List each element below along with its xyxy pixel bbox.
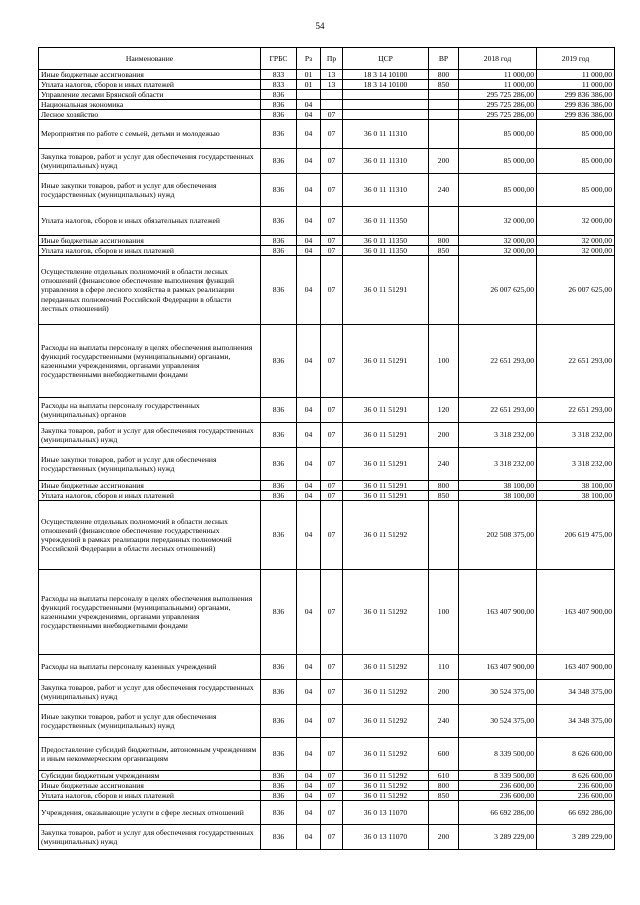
row-value-2019: 3 318 232,00 — [537, 423, 615, 448]
row-rz: 04 — [297, 207, 321, 236]
row-csr: 36 0 11 51291 — [343, 481, 429, 491]
row-pr: 07 — [321, 825, 343, 850]
row-name: Уплата налогов, сборов и иных платежей — [39, 491, 261, 501]
row-csr: 36 0 11 51291 — [343, 423, 429, 448]
row-csr: 36 0 11 51292 — [343, 771, 429, 781]
row-value-2019: 163 407 900,00 — [537, 570, 615, 655]
row-rz: 04 — [297, 236, 321, 246]
row-value-2018: 3 318 232,00 — [459, 423, 537, 448]
row-pr: 07 — [321, 501, 343, 570]
table-row — [39, 705, 615, 738]
row-name: Расходы на выплаты персоналу государственных (муниципальных) органов — [39, 398, 261, 423]
row-name: Субсидии бюджетным учреждениям — [39, 771, 261, 781]
row-name: Управление лесами Брянской области — [39, 90, 261, 100]
row-pr: 07 — [321, 781, 343, 791]
row-rz: 01 — [297, 80, 321, 90]
row-rz: 04 — [297, 655, 321, 680]
row-rz: 04 — [297, 781, 321, 791]
row-rz: 04 — [297, 100, 321, 110]
row-pr: 07 — [321, 448, 343, 481]
row-grbs: 836 — [261, 501, 297, 570]
table-row — [39, 149, 615, 174]
table-row — [39, 771, 615, 781]
row-value-2018: 38 100,00 — [459, 491, 537, 501]
row-value-2018: 202 508 375,00 — [459, 501, 537, 570]
row-grbs: 836 — [261, 491, 297, 501]
table-row — [39, 570, 615, 655]
table-row — [39, 398, 615, 423]
row-pr: 07 — [321, 570, 343, 655]
row-grbs: 836 — [261, 448, 297, 481]
row-vr — [429, 120, 459, 149]
row-value-2019: 85 000,00 — [537, 174, 615, 207]
row-vr: 800 — [429, 781, 459, 791]
row-grbs: 836 — [261, 738, 297, 771]
row-value-2019: 3 318 232,00 — [537, 448, 615, 481]
table-row — [39, 120, 615, 149]
row-rz: 04 — [297, 174, 321, 207]
table-row — [39, 655, 615, 680]
row-value-2018: 32 000,00 — [459, 207, 537, 236]
row-name: Закупка товаров, работ и услуг для обеспечения государственных (муниципальных) нужд — [39, 149, 261, 174]
row-pr: 07 — [321, 705, 343, 738]
row-rz: 04 — [297, 325, 321, 398]
row-csr: 36 0 11 51291 — [343, 325, 429, 398]
row-grbs: 836 — [261, 174, 297, 207]
row-value-2018: 32 000,00 — [459, 246, 537, 256]
row-value-2019: 32 000,00 — [537, 246, 615, 256]
row-name: Расходы на выплаты персоналу в целях обеспечения выполнения функций государственными (муниципальными) органами, казенными учреждениями, органами управления государственными внебюджетными фондами — [39, 570, 261, 655]
row-vr: 800 — [429, 70, 459, 80]
table-row — [39, 70, 615, 80]
row-csr: 36 0 11 11310 — [343, 120, 429, 149]
row-csr: 36 0 11 51292 — [343, 570, 429, 655]
row-value-2018: 38 100,00 — [459, 481, 537, 491]
row-value-2019: 3 289 229,00 — [537, 825, 615, 850]
row-csr: 18 3 14 10100 — [343, 70, 429, 80]
row-grbs: 836 — [261, 90, 297, 100]
row-value-2018: 22 651 293,00 — [459, 398, 537, 423]
row-vr: 240 — [429, 705, 459, 738]
row-value-2019: 32 000,00 — [537, 236, 615, 246]
row-csr: 36 0 13 11070 — [343, 825, 429, 850]
row-rz: 04 — [297, 801, 321, 825]
table-row — [39, 680, 615, 705]
row-grbs: 836 — [261, 781, 297, 791]
row-csr: 36 0 11 11350 — [343, 236, 429, 246]
row-name: Осуществление отдельных полномочий в области лесных отношений (финансовое обеспечение государственных учреждений в рамках реализации переданных полномочий Российской Федерации в области лесных отношений) — [39, 501, 261, 570]
row-value-2018: 163 407 900,00 — [459, 655, 537, 680]
row-vr: 850 — [429, 491, 459, 501]
row-rz — [297, 90, 321, 100]
row-vr: 850 — [429, 80, 459, 90]
row-value-2019: 34 348 375,00 — [537, 680, 615, 705]
row-name: Закупка товаров, работ и услуг для обеспечения государственных (муниципальных) нужд — [39, 423, 261, 448]
row-value-2018: 30 524 375,00 — [459, 680, 537, 705]
row-value-2019: 236 600,00 — [537, 781, 615, 791]
row-name: Расходы на выплаты персоналу казенных учреждений — [39, 655, 261, 680]
row-value-2018: 3 289 229,00 — [459, 825, 537, 850]
row-vr — [429, 501, 459, 570]
table-row — [39, 90, 615, 100]
row-rz: 04 — [297, 120, 321, 149]
row-value-2018: 8 339 500,00 — [459, 771, 537, 781]
row-name: Уплата налогов, сборов и иных платежей — [39, 80, 261, 90]
row-vr — [429, 207, 459, 236]
row-vr: 850 — [429, 246, 459, 256]
row-value-2019: 22 651 293,00 — [537, 398, 615, 423]
row-rz: 04 — [297, 738, 321, 771]
row-value-2019: 299 836 386,00 — [537, 90, 615, 100]
row-rz: 04 — [297, 491, 321, 501]
row-value-2018: 163 407 900,00 — [459, 570, 537, 655]
row-value-2019: 299 836 386,00 — [537, 100, 615, 110]
row-value-2019: 34 348 375,00 — [537, 705, 615, 738]
row-pr: 07 — [321, 481, 343, 491]
row-value-2018: 236 600,00 — [459, 791, 537, 801]
row-pr — [321, 100, 343, 110]
row-csr: 36 0 11 51292 — [343, 705, 429, 738]
row-vr: 100 — [429, 570, 459, 655]
header-row — [39, 48, 615, 70]
row-name: Закупка товаров, работ и услуг для обеспечения государственных (муниципальных) нужд — [39, 825, 261, 850]
row-value-2018: 66 692 286,00 — [459, 801, 537, 825]
table-row — [39, 110, 615, 120]
row-grbs: 836 — [261, 481, 297, 491]
table-row — [39, 174, 615, 207]
row-value-2019: 236 600,00 — [537, 791, 615, 801]
col-header-rz: Рз — [297, 48, 321, 70]
row-vr: 600 — [429, 738, 459, 771]
row-grbs: 833 — [261, 80, 297, 90]
row-value-2018: 295 725 286,00 — [459, 110, 537, 120]
row-grbs: 836 — [261, 570, 297, 655]
row-vr: 120 — [429, 398, 459, 423]
row-value-2019: 26 007 625,00 — [537, 256, 615, 325]
row-vr: 850 — [429, 791, 459, 801]
row-rz: 04 — [297, 501, 321, 570]
row-csr: 36 0 11 51291 — [343, 491, 429, 501]
row-csr: 36 0 13 11070 — [343, 801, 429, 825]
row-vr: 200 — [429, 149, 459, 174]
row-name: Иные закупки товаров, работ и услуг для обеспечения государственных (муниципальных) нужд — [39, 448, 261, 481]
row-value-2019: 22 651 293,00 — [537, 325, 615, 398]
row-pr: 07 — [321, 801, 343, 825]
row-value-2018: 295 725 286,00 — [459, 100, 537, 110]
row-name: Национальная экономика — [39, 100, 261, 110]
row-vr: 100 — [429, 325, 459, 398]
row-vr: 800 — [429, 481, 459, 491]
row-csr: 36 0 11 51292 — [343, 738, 429, 771]
row-name: Уплата налогов, сборов и иных обязательных платежей — [39, 207, 261, 236]
row-value-2018: 85 000,00 — [459, 120, 537, 149]
row-rz: 01 — [297, 70, 321, 80]
table-row — [39, 825, 615, 850]
row-csr: 36 0 11 11310 — [343, 149, 429, 174]
row-grbs: 833 — [261, 70, 297, 80]
row-rz: 04 — [297, 448, 321, 481]
row-csr: 36 0 11 11310 — [343, 174, 429, 207]
row-value-2019: 85 000,00 — [537, 120, 615, 149]
table-row — [39, 256, 615, 325]
row-value-2018: 85 000,00 — [459, 174, 537, 207]
row-pr: 13 — [321, 80, 343, 90]
row-value-2019: 11 000,00 — [537, 70, 615, 80]
row-value-2019: 163 407 900,00 — [537, 655, 615, 680]
row-vr: 200 — [429, 680, 459, 705]
row-rz: 04 — [297, 680, 321, 705]
row-pr: 07 — [321, 325, 343, 398]
row-rz: 04 — [297, 570, 321, 655]
row-vr: 200 — [429, 423, 459, 448]
row-pr: 07 — [321, 791, 343, 801]
row-value-2019: 206 619 475,00 — [537, 501, 615, 570]
row-value-2019: 85 000,00 — [537, 149, 615, 174]
row-value-2019: 66 692 286,00 — [537, 801, 615, 825]
row-grbs: 836 — [261, 207, 297, 236]
row-value-2018: 11 000,00 — [459, 70, 537, 80]
row-grbs: 836 — [261, 149, 297, 174]
row-name: Иные бюджетные ассигнования — [39, 481, 261, 491]
row-vr — [429, 801, 459, 825]
table-row — [39, 781, 615, 791]
row-grbs: 836 — [261, 655, 297, 680]
row-grbs: 836 — [261, 801, 297, 825]
row-pr: 07 — [321, 680, 343, 705]
row-name: Расходы на выплаты персоналу в целях обеспечения выполнения функций государственными (муниципальными) органами, казенными учреждениями, органами управления государственными внебюджетными фондами — [39, 325, 261, 398]
col-header-csr: ЦСР — [343, 48, 429, 70]
row-csr: 18 3 14 10100 — [343, 80, 429, 90]
row-name: Уплата налогов, сборов и иных платежей — [39, 791, 261, 801]
row-value-2018: 236 600,00 — [459, 781, 537, 791]
row-vr: 240 — [429, 448, 459, 481]
table-row — [39, 491, 615, 501]
row-pr: 07 — [321, 149, 343, 174]
row-rz: 04 — [297, 149, 321, 174]
row-grbs: 836 — [261, 325, 297, 398]
row-pr: 07 — [321, 207, 343, 236]
row-pr — [321, 90, 343, 100]
row-name: Осуществление отдельных полномочий в области лесных отношений (финансовое обеспечение выполнения функций управления в сфере лесного хозяйства в рамках реализации переданных полномочий Российской Федерации в области лестных отношений) — [39, 256, 261, 325]
row-csr: 36 0 11 51291 — [343, 256, 429, 325]
row-value-2018: 8 339 500,00 — [459, 738, 537, 771]
row-grbs: 836 — [261, 825, 297, 850]
row-value-2018: 3 318 232,00 — [459, 448, 537, 481]
row-name: Мероприятия по работе с семьей, детьми и молодежью — [39, 120, 261, 149]
row-pr: 07 — [321, 771, 343, 781]
row-value-2019: 32 000,00 — [537, 207, 615, 236]
table-row — [39, 481, 615, 491]
row-name: Иные закупки товаров, работ и услуг для обеспечения государственных (муниципальных) нужд — [39, 174, 261, 207]
row-vr — [429, 90, 459, 100]
col-header-vr: ВР — [429, 48, 459, 70]
row-csr — [343, 100, 429, 110]
table-row — [39, 801, 615, 825]
row-pr: 07 — [321, 491, 343, 501]
row-vr: 800 — [429, 236, 459, 246]
row-csr: 36 0 11 51292 — [343, 791, 429, 801]
row-pr: 07 — [321, 423, 343, 448]
row-rz: 04 — [297, 110, 321, 120]
row-grbs: 836 — [261, 680, 297, 705]
row-pr: 07 — [321, 398, 343, 423]
row-csr: 36 0 11 11350 — [343, 207, 429, 236]
row-csr: 36 0 11 51292 — [343, 501, 429, 570]
row-grbs: 836 — [261, 120, 297, 149]
table-row — [39, 501, 615, 570]
row-grbs: 836 — [261, 423, 297, 448]
table-body — [39, 70, 615, 850]
row-rz: 04 — [297, 791, 321, 801]
row-pr: 07 — [321, 738, 343, 771]
row-grbs: 836 — [261, 256, 297, 325]
col-header-pr: Пр — [321, 48, 343, 70]
row-grbs: 836 — [261, 246, 297, 256]
row-grbs: 836 — [261, 771, 297, 781]
row-name: Иные закупки товаров, работ и услуг для обеспечения государственных (муниципальных) нужд — [39, 705, 261, 738]
row-vr — [429, 100, 459, 110]
row-vr — [429, 256, 459, 325]
row-csr: 36 0 11 11350 — [343, 246, 429, 256]
col-header-grbs: ГРБС — [261, 48, 297, 70]
row-grbs: 836 — [261, 705, 297, 738]
row-name: Предоставление субсидий бюджетным, автономным учреждениям и иным некоммерческим организациям — [39, 738, 261, 771]
row-rz: 04 — [297, 423, 321, 448]
table-row — [39, 207, 615, 236]
col-header-2018: 2018 год — [459, 48, 537, 70]
row-rz: 04 — [297, 705, 321, 738]
row-name: Иные бюджетные ассигнования — [39, 236, 261, 246]
row-rz: 04 — [297, 398, 321, 423]
row-value-2018: 295 725 286,00 — [459, 90, 537, 100]
table-row — [39, 791, 615, 801]
row-pr: 07 — [321, 655, 343, 680]
row-name: Закупка товаров, работ и услуг для обеспечения государственных (муниципальных) нужд — [39, 680, 261, 705]
row-name: Иные бюджетные ассигнования — [39, 781, 261, 791]
table-row — [39, 738, 615, 771]
row-pr: 07 — [321, 120, 343, 149]
row-value-2019: 38 100,00 — [537, 481, 615, 491]
col-header-2019: 2019 год — [537, 48, 615, 70]
row-csr: 36 0 11 51291 — [343, 398, 429, 423]
row-csr: 36 0 11 51292 — [343, 655, 429, 680]
row-vr: 200 — [429, 825, 459, 850]
row-rz: 04 — [297, 481, 321, 491]
row-value-2019: 8 626 600,00 — [537, 771, 615, 781]
row-name: Лесное хозяйство — [39, 110, 261, 120]
table-row — [39, 236, 615, 246]
row-grbs: 836 — [261, 791, 297, 801]
row-vr — [429, 110, 459, 120]
row-pr: 07 — [321, 174, 343, 207]
row-grbs: 836 — [261, 100, 297, 110]
row-pr: 07 — [321, 110, 343, 120]
page-number: 54 — [315, 21, 325, 31]
col-header-name: Наименование — [39, 48, 261, 70]
row-csr: 36 0 11 51292 — [343, 680, 429, 705]
row-value-2019: 38 100,00 — [537, 491, 615, 501]
row-grbs: 836 — [261, 398, 297, 423]
row-name: Учреждения, оказывающие услуги в сфере лесных отношений — [39, 801, 261, 825]
row-rz: 04 — [297, 256, 321, 325]
row-csr: 36 0 11 51291 — [343, 448, 429, 481]
row-pr: 13 — [321, 70, 343, 80]
row-pr: 07 — [321, 236, 343, 246]
row-value-2019: 11 000,00 — [537, 80, 615, 90]
row-pr: 07 — [321, 256, 343, 325]
row-grbs: 836 — [261, 236, 297, 246]
table-row — [39, 80, 615, 90]
table-row — [39, 448, 615, 481]
row-grbs: 836 — [261, 110, 297, 120]
row-name: Иные бюджетные ассигнования — [39, 70, 261, 80]
row-csr: 36 0 11 51292 — [343, 781, 429, 791]
row-vr: 110 — [429, 655, 459, 680]
table-row — [39, 423, 615, 448]
row-value-2018: 26 007 625,00 — [459, 256, 537, 325]
table-row — [39, 100, 615, 110]
row-value-2019: 8 626 600,00 — [537, 738, 615, 771]
row-value-2018: 32 000,00 — [459, 236, 537, 246]
row-rz: 04 — [297, 246, 321, 256]
row-pr: 07 — [321, 246, 343, 256]
row-value-2018: 22 651 293,00 — [459, 325, 537, 398]
budget-table — [38, 47, 615, 850]
row-vr: 610 — [429, 771, 459, 781]
row-rz: 04 — [297, 825, 321, 850]
row-name: Уплата налогов, сборов и иных платежей — [39, 246, 261, 256]
table-row — [39, 246, 615, 256]
row-csr — [343, 90, 429, 100]
row-csr — [343, 110, 429, 120]
row-value-2019: 299 836 386,00 — [537, 110, 615, 120]
row-rz: 04 — [297, 771, 321, 781]
row-value-2018: 11 000,00 — [459, 80, 537, 90]
table-row — [39, 325, 615, 398]
row-value-2018: 85 000,00 — [459, 149, 537, 174]
row-vr: 240 — [429, 174, 459, 207]
row-value-2018: 30 524 375,00 — [459, 705, 537, 738]
